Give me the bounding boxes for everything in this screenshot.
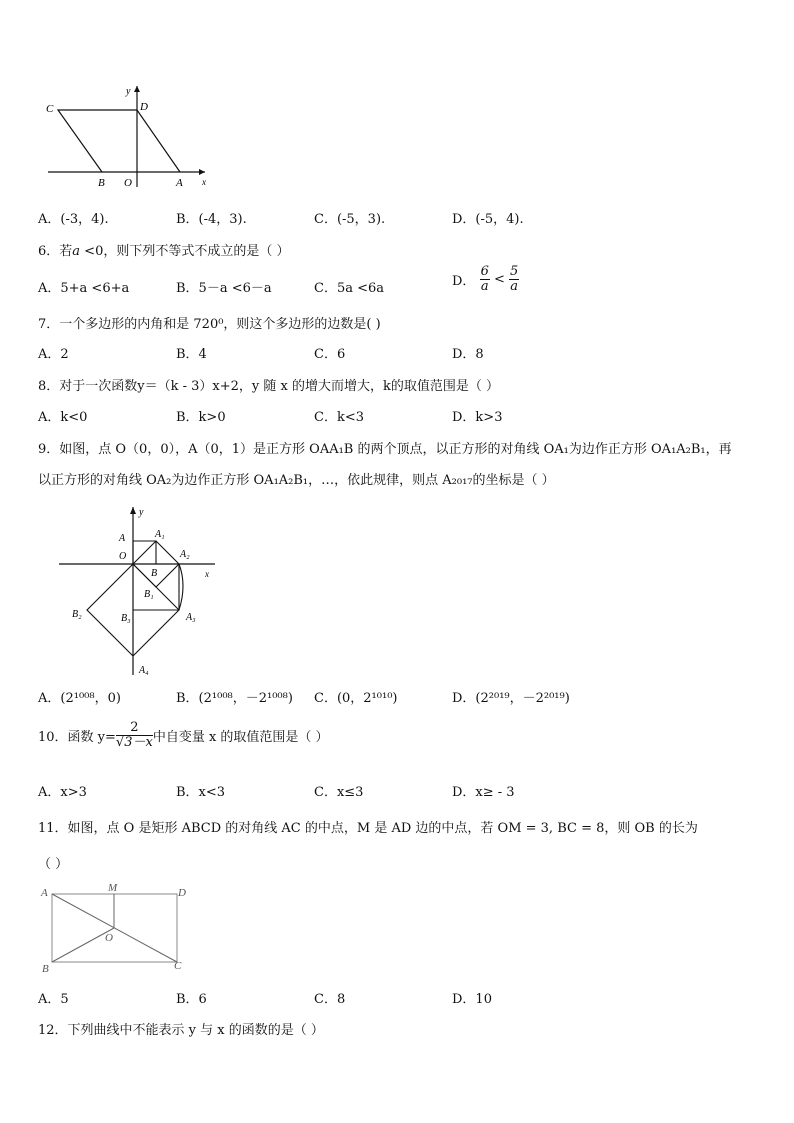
q9-label-y: y [139, 507, 144, 518]
q5-label-d: D [140, 101, 148, 113]
q8-option-d[interactable]: D．k>3 [452, 410, 503, 425]
q5-option-b[interactable]: B．(-4，3). [176, 212, 247, 227]
q11-label-b: B [42, 963, 49, 975]
q9-label-b3: B₃ [121, 613, 131, 624]
q9-label-b2: B₂ [72, 609, 82, 620]
q9-label-a3: A₃ [186, 612, 196, 623]
q9-label-a1: A₁ [155, 529, 165, 540]
q11-label-a: A [41, 887, 48, 899]
q9-figure [55, 505, 225, 680]
q5-label-b: B [98, 177, 105, 189]
q9-label-o: O [119, 551, 127, 562]
q9-stem-line1: 9．如图，点 O（0，0），A（0，1）是正方形 OAA₁B 的两个顶点，以正方形的对角线 OA₁为边作正方形 OA₁A₂B₁，再 [38, 442, 732, 457]
q11-stem-line1: 11．如图，点 O 是矩形 ABCD 的对角线 AC 的中点，M 是 AD 边的中点，若 OM = 3, BC = 8，则 OB 的长为 [38, 821, 698, 836]
q10-fraction: $\frac{2}{√3-x}$ [115, 720, 153, 750]
q5-option-d[interactable]: D．(-5，4). [452, 212, 524, 227]
q7-stem: 7．一个多边形的内角和是 720⁰，则这个多边形的边数是( ) [38, 317, 381, 332]
q12-stem: 12．下列曲线中不能表示 y 与 x 的函数的是（ ） [38, 1023, 324, 1038]
q5-option-c[interactable]: C．(-5，3). [314, 212, 386, 227]
q7-option-d[interactable]: D．8 [452, 347, 484, 362]
q9-label-a: A [119, 533, 126, 544]
q9-label-a4: A₄ [139, 665, 149, 676]
q8-option-b[interactable]: B．k>0 [176, 410, 226, 425]
q11-stem-line2: （ ） [38, 857, 69, 872]
q8-option-c[interactable]: C．k<3 [314, 410, 364, 425]
q5-option-a[interactable]: A．(-3，4). [38, 212, 109, 227]
q6-fraction-1: $\frac{6}{a}$ [480, 264, 489, 294]
q11-option-a[interactable]: A．5 [38, 992, 69, 1007]
q5-label-c: C [46, 103, 54, 115]
q11-option-d[interactable]: D．10 [452, 992, 492, 1007]
q9-label-x: x [205, 569, 209, 579]
q11-option-c[interactable]: C．8 [314, 992, 346, 1007]
q9-label-b: B [151, 568, 158, 579]
q5-figure [40, 82, 220, 192]
q7-option-c[interactable]: C．6 [314, 347, 346, 362]
q11-option-b[interactable]: B．6 [176, 992, 207, 1007]
q9-label-b1: B₁ [144, 589, 154, 600]
q11-figure [38, 880, 198, 975]
q9-option-a[interactable]: A．(2¹⁰⁰⁸，0) [38, 691, 121, 706]
q6-fraction-2: $\frac{5}{a}$ [510, 264, 519, 294]
q7-option-a[interactable]: A．2 [38, 347, 69, 362]
q9-label-a2: A₂ [180, 549, 190, 560]
q7-option-b[interactable]: B．4 [176, 347, 207, 362]
q10-option-d[interactable]: D．x≥ - 3 [452, 785, 515, 800]
q6-option-d[interactable]: D． $\frac{6}{a}$ < $\frac{5}{a}$ [452, 264, 519, 294]
q11-label-c: C [174, 960, 182, 972]
q10-stem: 10．函数 y= $\frac{2}{√3-x}$ 中自变量 x 的取值范围是（ ） [38, 720, 329, 750]
q9-option-c[interactable]: C．(0，2¹⁰¹⁰) [314, 691, 398, 706]
q8-option-a[interactable]: A．k<0 [38, 410, 88, 425]
q6-option-a[interactable]: A．5+a <6+a [38, 281, 130, 296]
q9-option-b[interactable]: B．(2¹⁰⁰⁸，－2¹⁰⁰⁸) [176, 691, 293, 706]
q5-label-x: x [202, 177, 206, 187]
q8-stem: 8．对于一次函数y＝（k - 3）x+2，y 随 x 的增大而增大，k的取值范围是（ ） [38, 379, 499, 394]
q5-label-y: y [126, 86, 131, 97]
q5-label-o: O [124, 177, 132, 189]
q10-option-a[interactable]: A．x>3 [38, 785, 87, 800]
q9-stem-line2: 以正方形的对角线 OA₂为边作正方形 OA₁A₂B₁，…，依此规律，则点 A₂₀₁₇的坐标是（ ） [38, 473, 555, 488]
q11-label-d: D [178, 887, 186, 899]
q6-stem: 6．若a <0，则下列不等式不成立的是（ ） [38, 244, 290, 259]
q11-label-o: O [105, 932, 113, 944]
q11-label-m: M [108, 882, 118, 894]
q6-option-b[interactable]: B．5－a <6－a [176, 281, 272, 296]
q10-option-c[interactable]: C．x≤3 [314, 785, 364, 800]
q10-option-b[interactable]: B．x<3 [176, 785, 226, 800]
q6-option-c[interactable]: C．5a <6a [314, 281, 385, 296]
q5-label-a: A [176, 177, 183, 189]
q9-option-d[interactable]: D．(2²⁰¹⁹，－2²⁰¹⁹) [452, 691, 570, 706]
